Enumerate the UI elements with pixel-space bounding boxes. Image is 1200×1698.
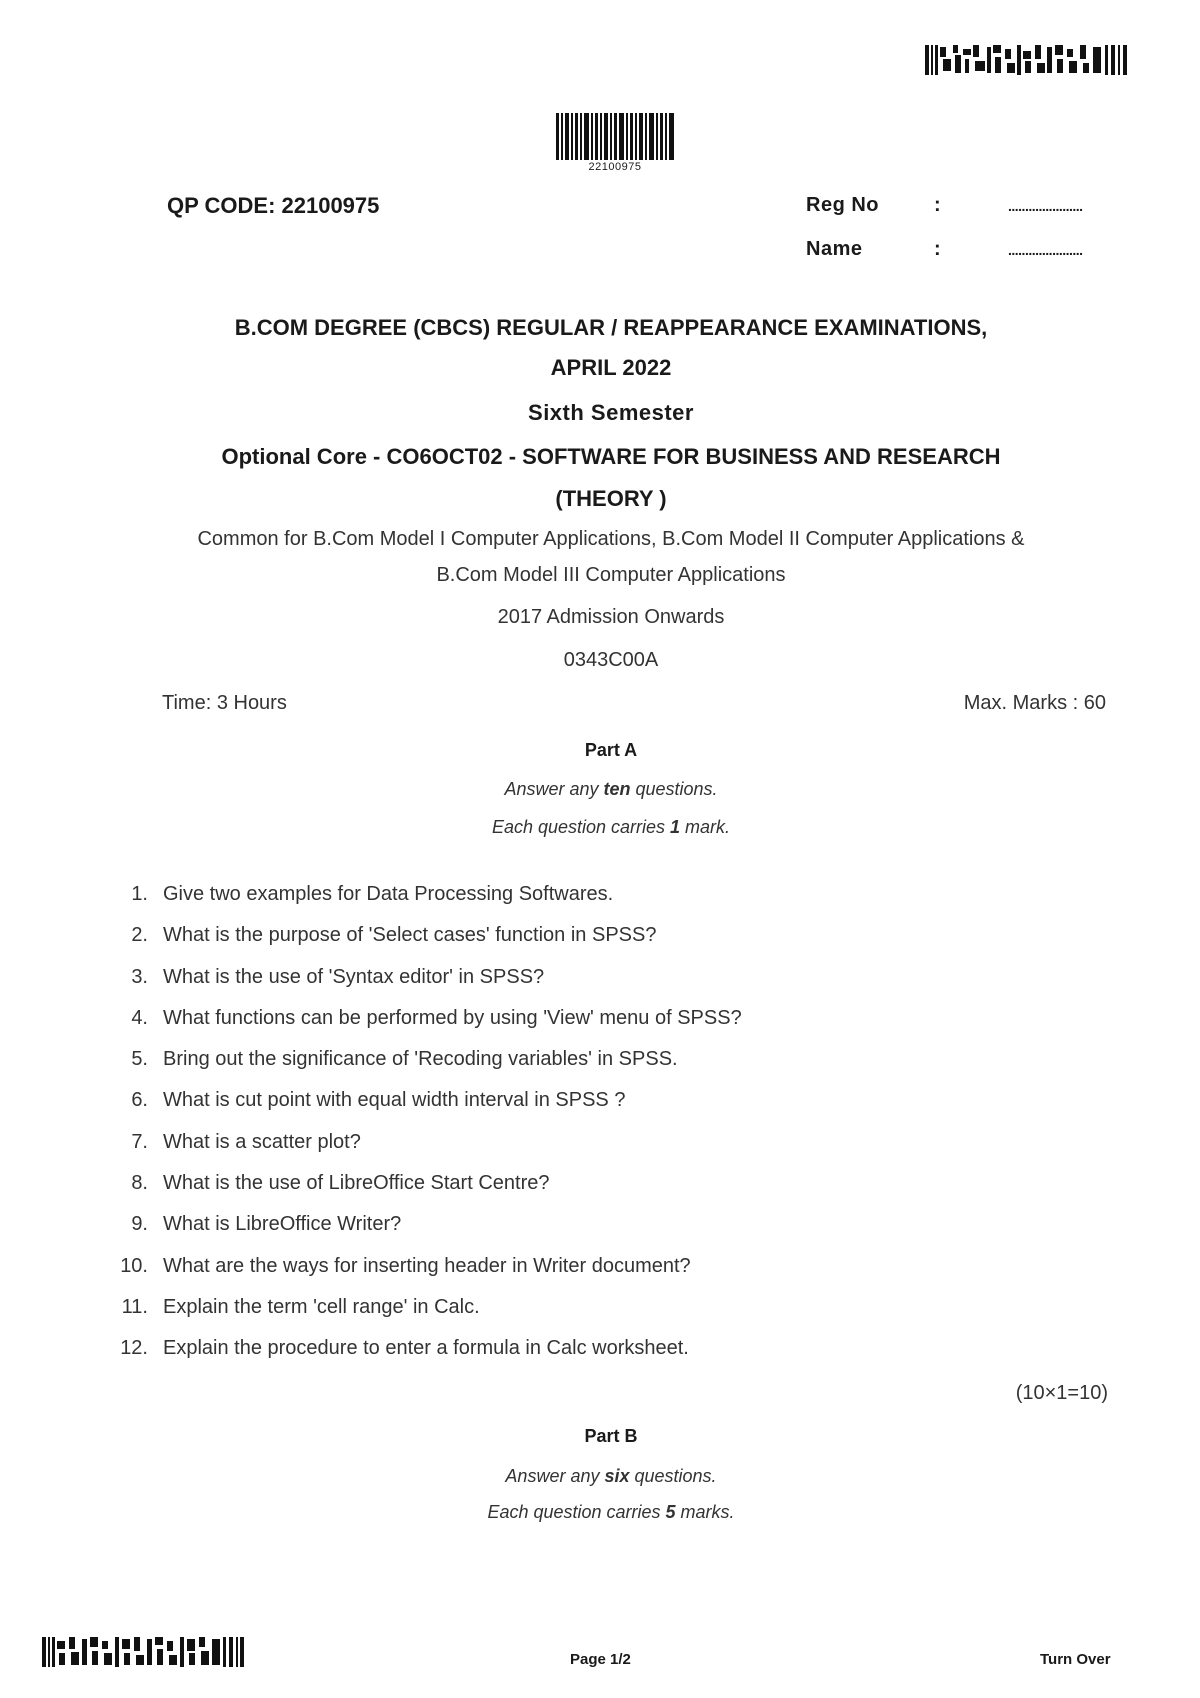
question-text: Explain the term 'cell range' in Calc. [163,1295,480,1318]
question-number: 12. [120,1337,148,1360]
part-a-title: Part A [584,740,638,760]
semester: Sixth Semester [528,400,694,425]
part-a-marks-total: (10×1=10) [1015,1382,1108,1404]
question-text: What is the use of 'Syntax editor' in SPSS? [163,965,545,988]
question-text: What is the use of LibreOffice Start Centre? [163,1172,550,1195]
question-text: Give two examples for Data Processing Softwares. [163,883,614,905]
question-number: 2. [131,924,148,947]
question-text: Bring out the significance of 'Recoding variables' in SPSS. [163,1048,678,1071]
admission-year: 2017 Admission Onwards [497,606,725,628]
barcode-bottom-left [42,1637,244,1667]
reg-no-colon: : [934,194,941,216]
part-b-instruction-1: Answer any six questions. [505,1466,717,1486]
reg-no-label: Reg No [806,194,879,216]
question-item [100,1048,742,1089]
question-number: 3. [131,965,148,988]
barcode-number: 22100975 [588,161,642,173]
reg-no-blank: ...................... [1008,198,1083,214]
common-for-line2: B.Com Model III Computer Applications [436,564,786,586]
barcode-center [556,113,674,160]
question-item [100,1213,742,1254]
question-number: 8. [131,1172,148,1195]
question-item [100,1337,742,1378]
question-text: What is a scatter plot? [163,1130,361,1153]
question-text: What functions can be performed by using 'View' menu of SPSS? [163,1006,742,1029]
subject-code: 0343C00A [563,649,659,671]
part-b-title: Part B [584,1426,638,1446]
question-text: What are the ways for inserting header in Writer document? [163,1254,691,1277]
question-item [100,1089,742,1130]
question-number: 5. [131,1048,148,1071]
question-number: 7. [131,1130,148,1153]
question-item [100,1172,742,1213]
question-item [100,1007,742,1048]
question-item [100,883,742,924]
common-for-line1: Common for B.Com Model I Computer Applications, B.Com Model II Computer Applications & [197,528,1025,550]
part-a-instruction-1: Answer any ten questions. [504,779,718,799]
question-number: 1. [131,883,148,905]
question-item [100,1296,742,1337]
name-colon: : [934,238,941,260]
turn-over-label: Turn Over [1040,1651,1111,1668]
exam-time: Time: 3 Hours [162,692,287,714]
part-a-instruction-2: Each question carries 1 mark. [491,817,731,837]
question-text: What is the purpose of 'Select cases' function in SPSS? [163,924,657,947]
name-blank: ...................... [1008,242,1083,258]
question-number: 9. [131,1213,148,1236]
barcode-top-right [925,45,1127,75]
course-title-line2: (THEORY ) [555,486,667,511]
question-list [100,883,742,1379]
question-number: 6. [131,1089,148,1112]
part-b-instruction-2: Each question carries 5 marks. [487,1502,735,1522]
max-marks: Max. Marks : 60 [963,692,1106,714]
question-item [100,966,742,1007]
question-item [100,1255,742,1296]
question-number: 4. [131,1006,148,1029]
exam-title-line2: APRIL 2022 [550,355,672,380]
question-item [100,1131,742,1172]
question-number: 10. [120,1254,148,1277]
question-text: What is cut point with equal width interval in SPSS ? [163,1089,626,1112]
exam-title-line1: B.COM DEGREE (CBCS) REGULAR / REAPPEARANCE EXAMINATIONS, [234,315,988,340]
page-number: Page 1/2 [570,1651,631,1668]
question-number: 11. [121,1295,148,1318]
name-label: Name [806,238,863,260]
qp-code: QP CODE: 22100975 [167,193,380,218]
question-text: Explain the procedure to enter a formula in Calc worksheet. [163,1337,689,1360]
course-title-line1: Optional Core - CO6OCT02 - SOFTWARE FOR BUSINESS AND RESEARCH [221,444,1001,469]
question-item [100,924,742,965]
question-text: What is LibreOffice Writer? [163,1213,402,1236]
